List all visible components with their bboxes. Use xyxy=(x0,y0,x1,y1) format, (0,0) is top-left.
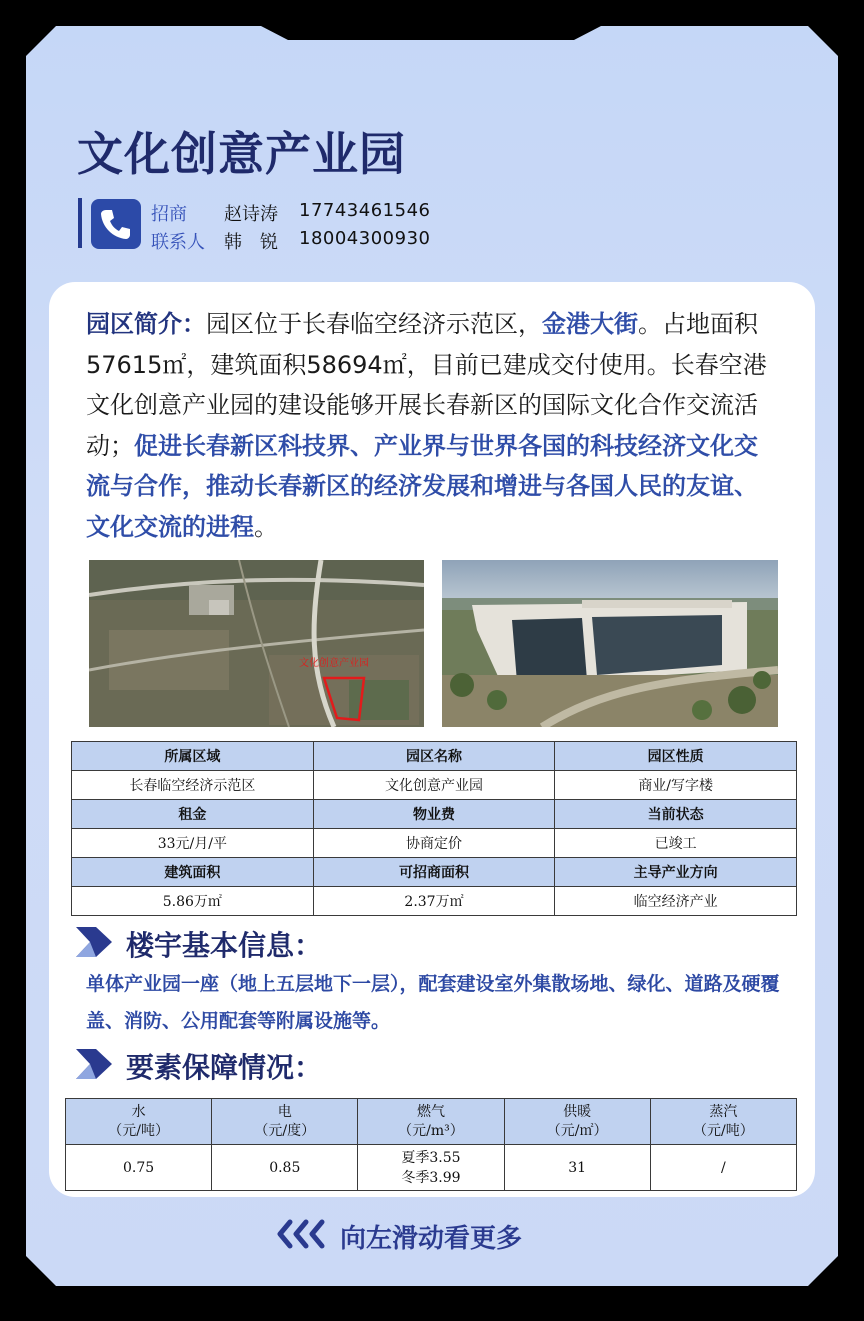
intro-text-a: 园区位于长春临空经济示范区， xyxy=(206,310,542,338)
table-row xyxy=(72,800,797,829)
intro-text-b: 。占地面积57615㎡，建筑面积58694㎡，目前已建成交付使用。长春空港文化创意产业园的建设能够开展长春新区的国际文化合作交流活动； xyxy=(86,310,767,460)
table-header-cell: 可招商面积 xyxy=(313,858,555,887)
building-section-title: 楼宇基本信息： xyxy=(126,929,323,962)
table-header-cell: 物业费 xyxy=(313,800,555,829)
chevron-right-icon xyxy=(76,1049,112,1083)
header-name: 供暖 xyxy=(563,1103,592,1120)
header-name: 水 xyxy=(131,1103,146,1120)
header-name: 燃气 xyxy=(416,1103,445,1120)
contact-label-line1: 招商 xyxy=(151,204,187,225)
park-info-table xyxy=(71,741,797,916)
elements-section-heading xyxy=(76,1048,322,1084)
table-header-cell xyxy=(504,1099,650,1145)
table-header-cell: 租金 xyxy=(72,800,314,829)
table-cell: 长春临空经济示范区 xyxy=(72,771,314,800)
table-header-cell: 园区性质 xyxy=(555,742,797,771)
table-row xyxy=(66,1099,797,1145)
page-title: 文化创意产业园 xyxy=(77,127,406,181)
intro-label: 园区简介： xyxy=(86,310,206,338)
intro-highlight-b: 促进长春新区科技界、产业界与世界各国的科技经济文化交流与合作，推动长春新区的经济发展和增进与各国人民的友谊、文化交流的进程 xyxy=(86,431,758,541)
table-header-cell xyxy=(650,1099,796,1145)
table-cell: 33元/月/平 xyxy=(72,829,314,858)
header-unit: （元/吨） xyxy=(108,1122,169,1139)
table-row xyxy=(72,742,797,771)
aerial-map-image xyxy=(89,560,424,727)
table-header-cell: 园区名称 xyxy=(313,742,555,771)
intro-text-c: 。 xyxy=(254,512,278,541)
table-cell: 文化创意产业园 xyxy=(313,771,555,800)
table-row xyxy=(72,771,797,800)
gas-winter-value: 冬季3.99 xyxy=(401,1169,461,1186)
table-cell: 临空经济产业 xyxy=(555,887,797,916)
header-name: 电 xyxy=(277,1103,292,1120)
chevron-right-icon xyxy=(76,927,112,961)
elements-section-title: 要素保障情况： xyxy=(126,1051,323,1084)
table-header-cell: 建筑面积 xyxy=(72,858,314,887)
map-label: 文化创意产业园 xyxy=(299,658,369,669)
table-row xyxy=(66,1145,797,1191)
swipe-text: 向左滑动看更多 xyxy=(340,1223,523,1254)
gas-summer-value: 夏季3.55 xyxy=(401,1149,461,1166)
table-header-cell: 主导产业方向 xyxy=(555,858,797,887)
table-header-cell xyxy=(66,1099,212,1145)
table-cell: / xyxy=(650,1145,796,1191)
contact-divider xyxy=(78,198,82,248)
table-cell: 商业/写字楼 xyxy=(555,771,797,800)
table-row xyxy=(72,829,797,858)
contact-phone-2[interactable]: 18004300930 xyxy=(299,228,431,249)
table-cell: 0.75 xyxy=(66,1145,212,1191)
table-cell: 31 xyxy=(504,1145,650,1191)
table-header-cell xyxy=(358,1099,504,1145)
header-unit: （元/m³） xyxy=(398,1122,464,1139)
table-cell: 2.37万㎡ xyxy=(313,887,555,916)
header-unit: （元/吨） xyxy=(693,1122,754,1139)
table-cell: 0.85 xyxy=(212,1145,358,1191)
table-row xyxy=(72,887,797,916)
table-row xyxy=(72,858,797,887)
swipe-hint[interactable] xyxy=(276,1216,522,1256)
header-name: 蒸汽 xyxy=(709,1103,738,1120)
table-cell xyxy=(358,1145,504,1191)
table-header-cell: 当前状态 xyxy=(555,800,797,829)
building-photo xyxy=(442,560,778,727)
contact-label-line2: 联系人 xyxy=(151,232,205,253)
phone-icon xyxy=(91,199,141,249)
utility-price-table xyxy=(65,1098,797,1191)
chevrons-left-icon xyxy=(276,1219,330,1253)
table-header-cell: 所属区域 xyxy=(72,742,314,771)
header-unit: （元/度） xyxy=(254,1122,316,1139)
table-cell: 协商定价 xyxy=(313,829,555,858)
contact-name-1: 赵诗涛 xyxy=(224,204,278,225)
building-section-text: 单体产业园一座（地上五层地下一层），配套建设室外集散场地、绿化、道路及硬覆盖、消防、公用配套等附属设施等。 xyxy=(86,973,780,1032)
park-intro xyxy=(86,304,781,547)
table-cell: 已竣工 xyxy=(555,829,797,858)
header-unit: （元/㎡） xyxy=(546,1122,608,1139)
contact-phone-1[interactable]: 17743461546 xyxy=(299,200,431,221)
building-section-heading xyxy=(76,926,322,962)
table-cell: 5.86万㎡ xyxy=(72,887,314,916)
table-header-cell xyxy=(212,1099,358,1145)
intro-highlight-a: 金港大街 xyxy=(542,310,638,338)
contact-name-2: 韩 锐 xyxy=(224,232,278,253)
